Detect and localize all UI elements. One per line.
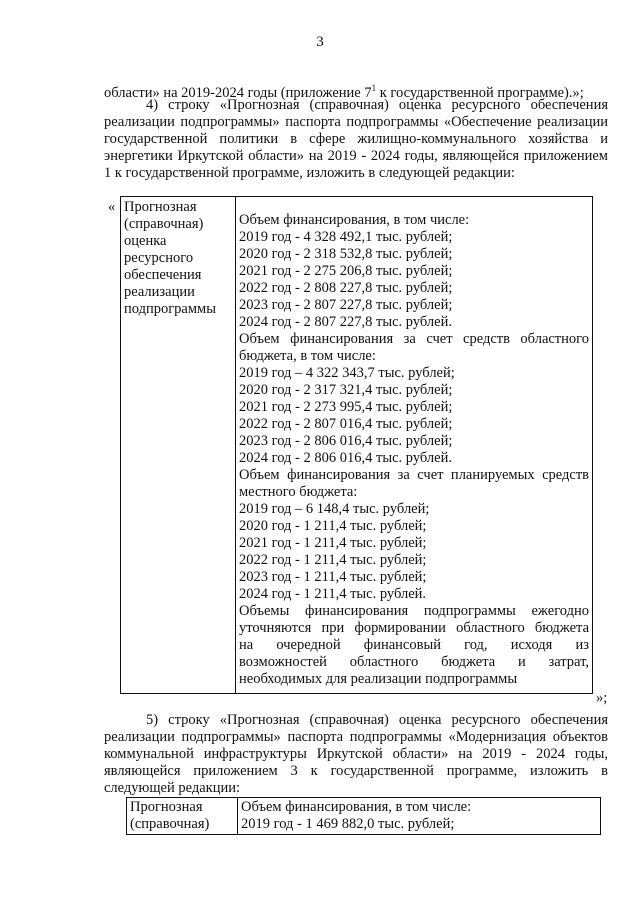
table2-label-line2: (справочная) bbox=[130, 816, 210, 832]
total-2021: 2021 год - 2 275 206,8 тыс. рублей; bbox=[239, 263, 453, 279]
item-5-paragraph: 5) строку «Прогнозная (справочная) оценка ресурсного обеспечения реализации подпрограммы» паспорта подпрограммы «Модернизация объектов коммунальной инфраструктуры Иркутской области» на 2019 - 2024 годы, являющейся приложением 3 к государственной программе, изложить в следующей редакции: bbox=[104, 712, 608, 796]
total-2019: 2019 год - 4 328 492,1 тыс. рублей; bbox=[239, 229, 453, 245]
note-line-1: Объемы финансирования подпрограммы ежегодно bbox=[239, 603, 589, 619]
local-2022: 2022 год - 1 211,4 тыс. рублей; bbox=[239, 552, 427, 568]
regional-heading-line2: бюджета, в том числе: bbox=[239, 348, 376, 364]
regional-2021: 2021 год - 2 273 995,4 тыс. рублей; bbox=[239, 399, 453, 415]
intro-text-end: к государственной программе).»; bbox=[376, 84, 584, 101]
regional-2019: 2019 год – 4 322 343,7 тыс. рублей; bbox=[239, 365, 455, 381]
note-line-2: уточняются при формировании областного бюджета bbox=[239, 620, 589, 636]
table1-label-cell: Прогнозная (справочная) оценка ресурсного обеспечения реализации подпрограммы bbox=[121, 197, 236, 694]
local-heading-line1: Объем финансирования за счет планируемых средств bbox=[239, 467, 589, 483]
total-2024: 2024 год - 2 807 227,8 тыс. рублей. bbox=[239, 314, 452, 330]
table1-value-cell bbox=[236, 197, 593, 694]
total-2020: 2020 год - 2 318 532,8 тыс. рублей; bbox=[239, 246, 453, 262]
local-2021: 2021 год - 1 211,4 тыс. рублей; bbox=[239, 535, 427, 551]
table2-2019: 2019 год - 1 469 882,0 тыс. рублей; bbox=[241, 816, 455, 832]
note-line-5: необходимых для реализации подпрограммы bbox=[239, 671, 518, 687]
regional-2022: 2022 год - 2 807 016,4 тыс. рублей; bbox=[239, 416, 453, 432]
local-2019: 2019 год – 6 148,4 тыс. рублей; bbox=[239, 501, 430, 517]
local-heading-line2: местного бюджета: bbox=[239, 484, 358, 500]
item-4-paragraph: 4) строку «Прогнозная (справочная) оценка ресурсного обеспечения реализации подпрограммы» паспорта подпрограммы «Обеспечение реализации государственной политики в сфере жилищно-коммунального хозяйства и энергетики Иркутской области» на 2019 - 2024 годы, являющейся приложением 1 к государственной программе, изложить в следующей редакции: bbox=[104, 97, 608, 181]
regional-2023: 2023 год - 2 806 016,4 тыс. рублей; bbox=[239, 433, 453, 449]
total-heading: Объем финансирования, в том числе: bbox=[239, 212, 470, 228]
local-2020: 2020 год - 1 211,4 тыс. рублей; bbox=[239, 518, 427, 534]
table2-label-cell bbox=[127, 798, 238, 835]
table2-value-cell bbox=[238, 798, 601, 835]
local-2024: 2024 год - 1 211,4 тыс. рублей. bbox=[239, 586, 427, 602]
resource-table-2 bbox=[126, 797, 601, 835]
total-2022: 2022 год - 2 808 227,8 тыс. рублей; bbox=[239, 280, 453, 296]
intro-text-start: области» на 2019-2024 годы (приложение 7 bbox=[104, 84, 372, 101]
regional-2024: 2024 год - 2 806 016,4 тыс. рублей. bbox=[239, 450, 452, 466]
note-line-4: возможностей областного бюджета и затрат, bbox=[239, 654, 589, 670]
total-2023: 2023 год - 2 807 227,8 тыс. рублей; bbox=[239, 297, 453, 313]
regional-2020: 2020 год - 2 317 321,4 тыс. рублей; bbox=[239, 382, 453, 398]
local-2023: 2023 год - 1 211,4 тыс. рублей; bbox=[239, 569, 427, 585]
page-number: 3 bbox=[316, 34, 324, 50]
table1-open-quote: « bbox=[108, 199, 116, 215]
table2-heading: Объем финансирования, в том числе: bbox=[241, 799, 472, 815]
note-line-3: на очередной финансовый год, исходя из bbox=[239, 637, 589, 653]
table1-close-quote: »; bbox=[596, 690, 608, 706]
regional-heading-line1: Объем финансирования за счет средств областного bbox=[239, 331, 589, 347]
intro-superscript: 1 bbox=[371, 83, 377, 93]
table2-label-line1: Прогнозная bbox=[130, 799, 203, 815]
resource-table-1 bbox=[120, 196, 593, 694]
